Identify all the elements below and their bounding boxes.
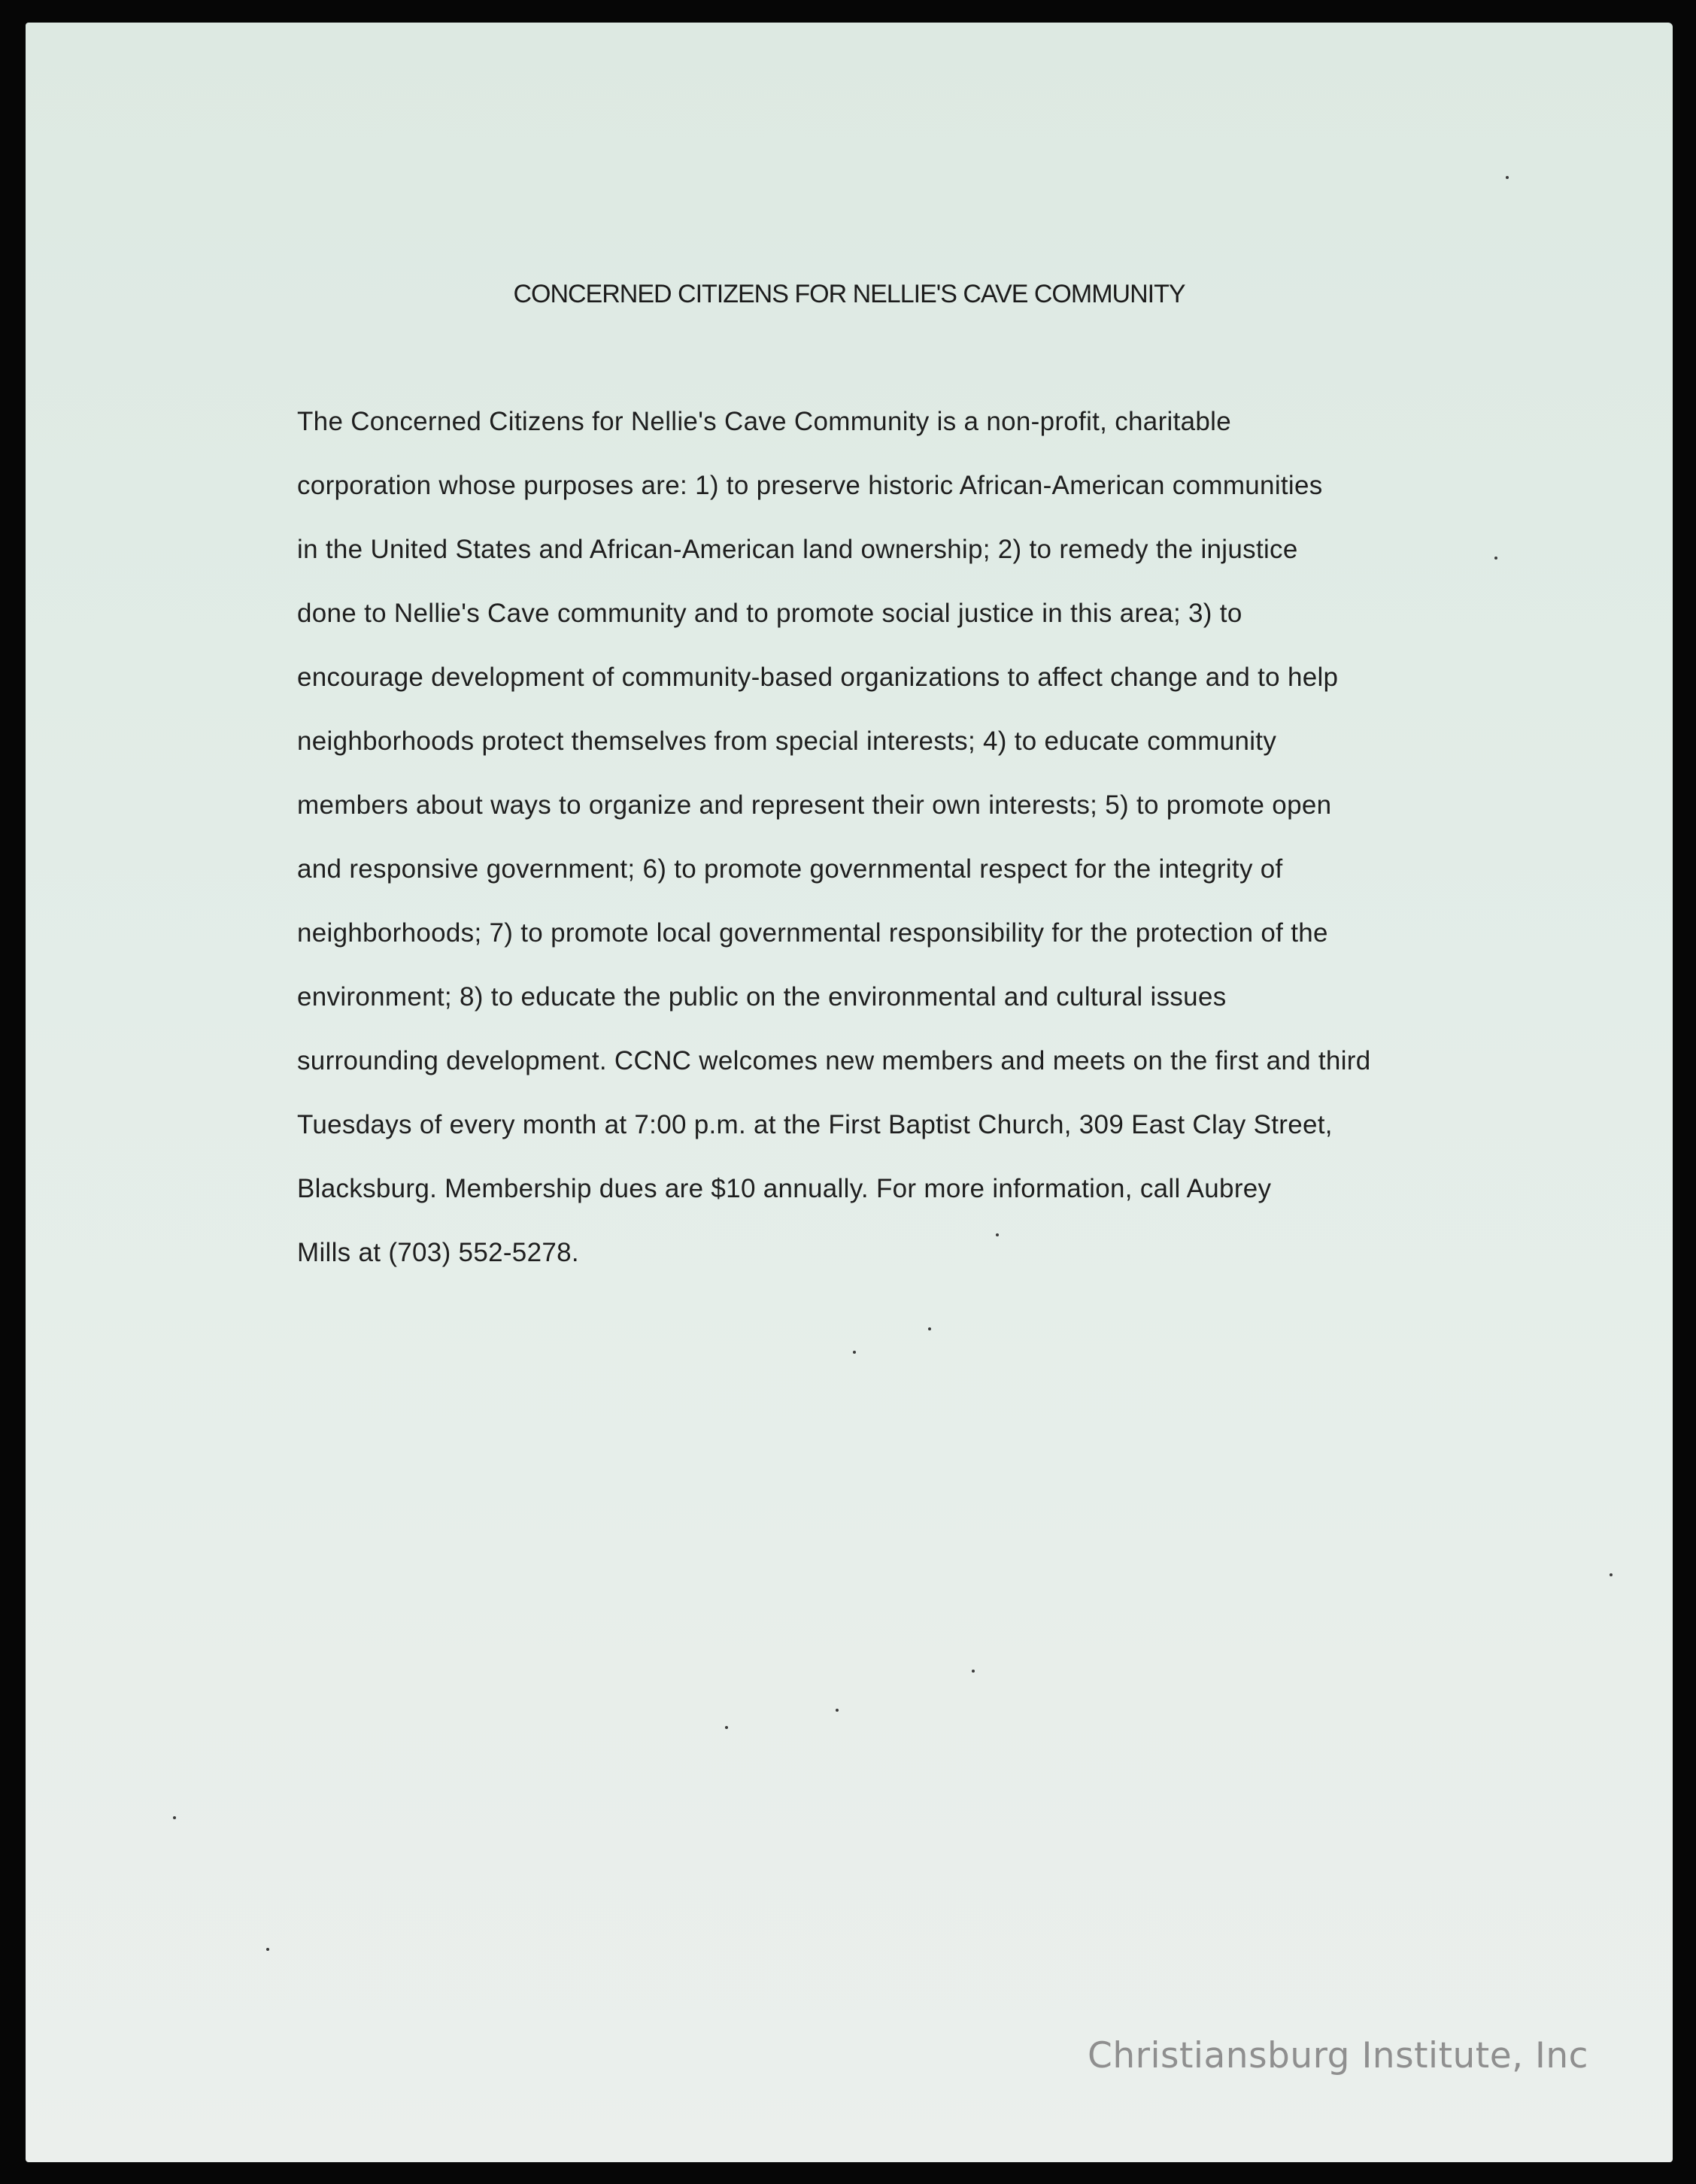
dust-speck bbox=[836, 1709, 839, 1712]
dust-speck bbox=[1506, 176, 1509, 179]
body-line: corporation whose purposes are: 1) to preserve historic African-American communities bbox=[297, 471, 1323, 500]
dust-speck bbox=[996, 1233, 999, 1236]
body-line: Mills at (703) 552-5278. bbox=[297, 1238, 579, 1267]
body-line: and responsive government; 6) to promote governmental respect for the integrity of bbox=[297, 854, 1283, 884]
dust-speck bbox=[173, 1816, 176, 1819]
body-line: done to Nellie's Cave community and to promote social justice in this area; 3) to bbox=[297, 599, 1242, 628]
document-body bbox=[297, 390, 1500, 1285]
body-line: neighborhoods; 7) to promote local governmental responsibility for the protection of the bbox=[297, 918, 1328, 948]
watermark-text: Christiansburg Institute, Inc bbox=[1088, 2035, 1588, 2076]
dust-speck bbox=[853, 1351, 856, 1354]
body-line: members about ways to organize and represent their own interests; 5) to promote open bbox=[297, 790, 1332, 820]
body-line: Blacksburg. Membership dues are $10 annually. For more information, call Aubrey bbox=[297, 1174, 1272, 1203]
dust-speck bbox=[972, 1670, 975, 1673]
dust-speck bbox=[266, 1948, 269, 1951]
paper-sheet bbox=[26, 23, 1673, 2162]
body-line: encourage development of community-based organizations to affect change and to help bbox=[297, 663, 1339, 692]
body-line: The Concerned Citizens for Nellie's Cave Community is a non-profit, charitable bbox=[297, 407, 1231, 436]
dust-speck bbox=[928, 1327, 931, 1330]
body-line: surrounding development. CCNC welcomes new members and meets on the first and third bbox=[297, 1046, 1371, 1075]
body-line: Tuesdays of every month at 7:00 p.m. at the First Baptist Church, 309 East Clay Street, bbox=[297, 1110, 1333, 1139]
body-line: environment; 8) to educate the public on the environmental and cultural issues bbox=[297, 982, 1227, 1012]
dust-speck bbox=[1494, 557, 1497, 560]
body-line: neighborhoods protect themselves from special interests; 4) to educate community bbox=[297, 726, 1277, 756]
document-title: CONCERNED CITIZENS FOR NELLIE'S CAVE COMMUNITY bbox=[513, 280, 1185, 308]
body-line: in the United States and African-American land ownership; 2) to remedy the injustice bbox=[297, 535, 1298, 564]
dust-speck bbox=[1610, 1573, 1613, 1576]
dust-speck bbox=[725, 1726, 728, 1729]
